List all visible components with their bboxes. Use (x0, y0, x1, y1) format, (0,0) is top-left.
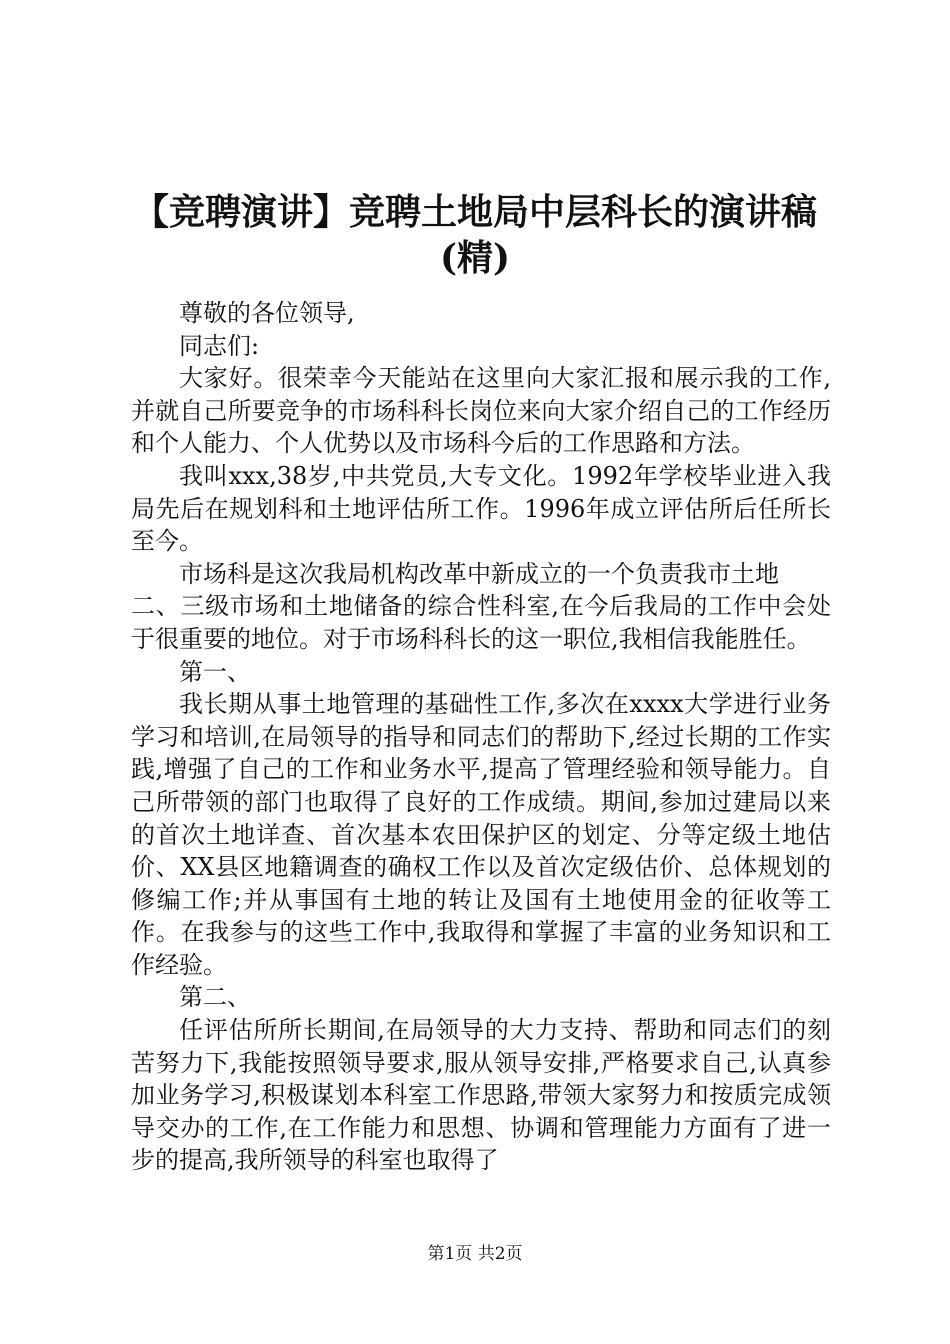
paragraph: 大家好。很荣幸今天能站在这里向大家汇报和展示我的工作,并就自己所要竞争的市场科科长岗位来向大家介绍自己的工作经历和个人能力、个人优势以及市场科今后的工作思路和方法。 (131, 364, 831, 458)
section-heading: 第二、 (179, 983, 251, 1012)
paragraph: 我叫xxx,38岁,中共党员,大专文化。1992年学校毕业进入我局先后在规划科和土地评估所工作。1996年成立评估所后任所长至今。 (131, 461, 831, 556)
paragraph: 我长期从事土地管理的基础性工作,多次在xxxx大学进行业务学习和培训,在局领导的指导和同志们的帮助下,经过长期的工作实践,增强了自己的工作和业务水平,提高了管理经验和领导能力。自己所带领的部门也取得了良好的工作成绩。期间,参加过建局以来的首次土地详查、首次基本农田保护区的划定、分等定级土地估价、XX县区地籍调查的确权工作以及首次定级估价、总体规划的修编工作;并从事国有土地的转让及国有土地使用金的征收等工作。在我参与的这些工作中,我取得和掌握了丰富的业务知识和工作经验。 (131, 690, 831, 979)
paragraph: 任评估所所长期间,在局领导的大力支持、帮助和同志们的刻苦努力下,我能按照领导要求,服从领导安排,严格要求自己,认真参加业务学习,积极谋划本科室工作思路,带领大家努力和按质完成领导交办的工作,在工作能力和思想、协调和管理能力方面有了进一步的提高,我所领导的科室也取得了 (131, 1016, 831, 1175)
section-heading: 第一、 (179, 657, 251, 686)
salutation: 尊敬的各位领导, (179, 299, 355, 327)
document-body (131, 297, 831, 1177)
paragraph: 二、三级市场和土地储备的综合性科室,在今后我局的工作中会处于很重要的地位。对于市场科科长的这一职位,我相信我能胜任。 (131, 592, 831, 653)
salutation: 同志们: (179, 331, 260, 360)
document-title: 【竞聘演讲】竞聘土地局中层科长的演讲稿 (132, 191, 817, 233)
paragraph: 市场科是这次我局机构改革中新成立的一个负责我市土地 (179, 559, 779, 588)
document-title-suffix: (精) (439, 237, 511, 279)
page-footer: 第1页 共2页 (427, 1244, 523, 1264)
